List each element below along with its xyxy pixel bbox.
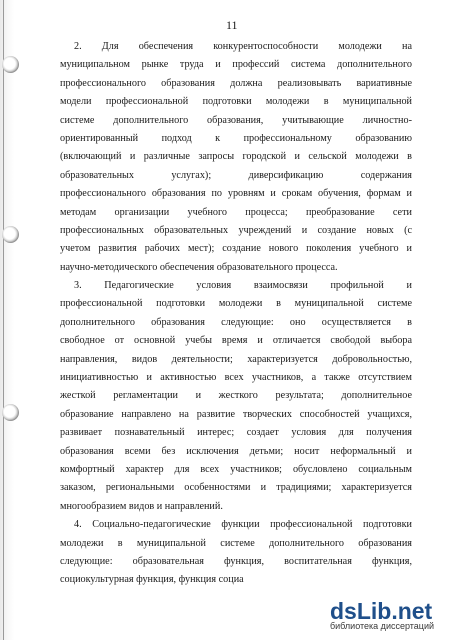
- text-line: муниципальном рынке труда и профессий система дополнительного: [60, 59, 412, 71]
- text-line: профессионального образования по уровням и срокам обучения, формам и: [60, 188, 412, 200]
- text-line: комфортный характер для всех участников; обусловлено социальным: [60, 463, 412, 475]
- punch-hole-icon: [2, 226, 19, 243]
- watermark-subtitle: библиотека диссертаций: [330, 621, 435, 631]
- text-line: системе дополнительного образования, учитывающие личностно-: [60, 114, 412, 126]
- text-line: образования всеми без исключения детьми; носит неформальный и: [60, 445, 412, 457]
- watermark[interactable]: [330, 598, 442, 632]
- text-line: следующие: образовательная функция, воспитательная функция,: [60, 555, 412, 567]
- page-number: 11: [226, 18, 238, 32]
- text-line: молодежи в муниципальной системе дополнительного образования: [60, 537, 412, 549]
- text-line: социокультурная функция, функция социа: [60, 574, 244, 586]
- text-line: свободное от основной учебы время и отличается свободой выбора: [60, 335, 412, 347]
- punch-hole-icon: [2, 404, 19, 421]
- text-line: профессиональных образовательных учреждений и создание новых (с: [60, 224, 412, 236]
- text-line: 2. Для обеспечения конкурентоспособности молодежи на: [74, 41, 412, 52]
- punch-hole-icon: [2, 56, 19, 73]
- text-line: методам организации учебного процесса; преобразование сети: [60, 206, 412, 218]
- text-line: образовательных услугах); диверсификацию содержания: [60, 169, 412, 181]
- text-line: ориентированный подход к профессиональному образованию: [60, 132, 412, 144]
- text-line: (включающий и различные запросы городской и сельской молодежи в: [60, 151, 412, 163]
- watermark-logo: dsLib.net: [330, 598, 433, 624]
- text-line: жесткой регламентации и жесткого результата; дополнительное: [60, 390, 412, 402]
- text-line: учетом развития рабочих мест); создание нового поколения учебного и: [60, 243, 412, 255]
- text-line: дополнительного образования следующие: оно осуществляется в: [60, 316, 412, 328]
- text-line: направления, видов деятельности; характеризуется добровольностью,: [60, 353, 412, 365]
- text-line: развивает познавательный интерес; создает условия для получения: [60, 427, 412, 439]
- text-line: многообразием видов и направлений.: [60, 500, 223, 512]
- text-line: профессионального образования должна реализовывать вариативные: [60, 77, 412, 89]
- document-body: [60, 38, 412, 590]
- text-line: образование направлено на развитие творческих способностей учащихся,: [60, 408, 412, 420]
- text-line: научно-методического обеспечения образовательного процесса.: [60, 261, 338, 273]
- binding-edge: [3, 0, 4, 640]
- text-line: 3. Педагогические условия взаимосвязи профильной и: [74, 280, 412, 292]
- text-line: модели профессиональной подготовки молодежи в муниципальной: [60, 96, 412, 108]
- text-line: инициативностью и активностью всех участников, а также отсутствием: [60, 372, 412, 384]
- text-line: заказом, региональными особенностями и традициями; характеризуется: [60, 482, 412, 494]
- text-line: профессиональной подготовки молодежи в муниципальной системе: [60, 298, 412, 310]
- text-line: 4. Социально-педагогические функции профессиональной подготовки: [74, 519, 412, 531]
